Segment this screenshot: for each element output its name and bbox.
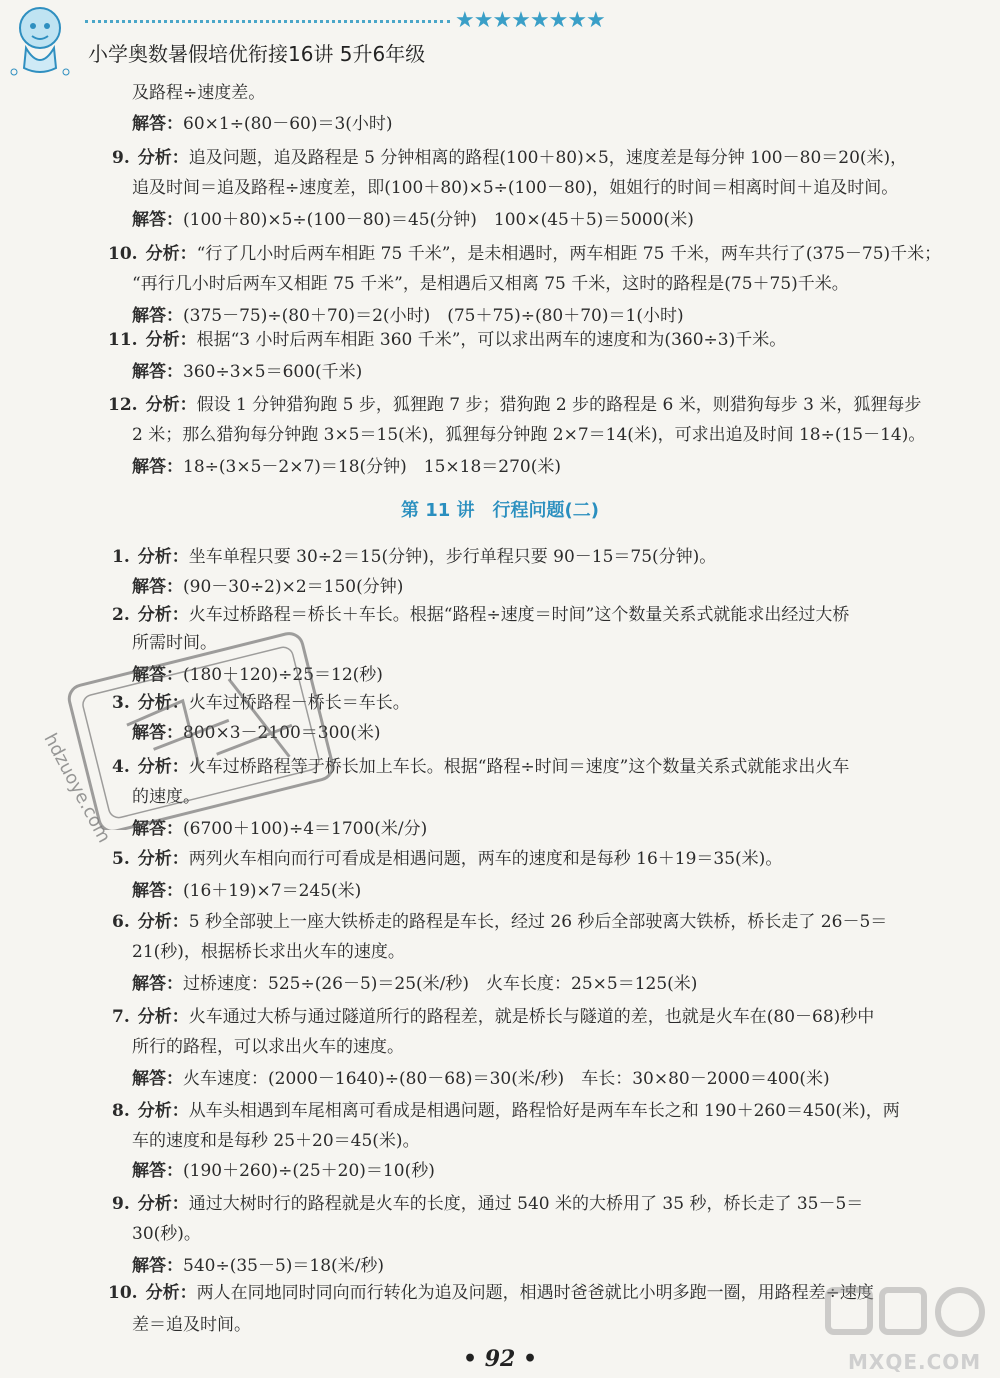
text-line — [132, 82, 265, 104]
text-line — [132, 1068, 830, 1090]
item-label: 解答： — [132, 1256, 183, 1276]
item-number: 7. — [112, 1007, 130, 1027]
text-line — [132, 361, 362, 383]
item-text: 火车过桥路程＝桥长＋车长。根据“路程÷速度＝时间”这个数量关系式就能求出经过大桥 — [188, 605, 850, 625]
item-label: 解答： — [132, 819, 183, 839]
text-line — [112, 546, 716, 568]
item-number: 1. — [112, 547, 130, 567]
text-line — [112, 604, 849, 626]
item-number: 9. — [112, 148, 130, 168]
item-text: 800×3－2100＝300(米) — [183, 723, 381, 743]
item-text: 21(秒)，根据桥长求出火车的速度。 — [132, 942, 405, 962]
item-text: 火车过桥路程－桥长＝车长。 — [188, 693, 410, 713]
text-line — [132, 1255, 384, 1277]
page-header — [0, 0, 1000, 90]
item-text: 2 米；那么猎狗每分钟跑 3×5＝15(米)，狐狸每分钟跑 2×7＝14(米)，可求出追及时间 18÷(15－14)。 — [132, 425, 926, 445]
item-text: 假设 1 分钟猎狗跑 5 步，狐狸跑 7 步；猎狗跑 2 步的路程是 6 米，则猎狗每步 3 米，狐狸每步 — [196, 395, 922, 415]
text-line — [132, 880, 361, 902]
item-text: 所行的路程，可以求出火车的速度。 — [132, 1037, 404, 1057]
item-number: 3. — [112, 693, 130, 713]
text-line — [132, 1314, 251, 1336]
watermark-url: hdzuoye.com — [39, 730, 115, 847]
item-label: 分析： — [137, 605, 189, 625]
item-label: 分析： — [137, 1101, 189, 1121]
item-text: (16＋19)×7＝245(米) — [183, 881, 362, 901]
text-line — [132, 1036, 404, 1058]
item-label: 解答： — [132, 362, 183, 382]
item-label: 分析： — [137, 148, 189, 168]
text-line — [132, 113, 393, 135]
item-text: 坐车单程只要 30÷2＝15(分钟)，步行单程只要 90－15＝75(分钟)。 — [188, 547, 717, 567]
book-title: 小学奥数暑假培优衔接16讲 5升6年级 — [88, 42, 426, 66]
item-number: 8. — [112, 1101, 130, 1121]
item-label: 解答： — [132, 306, 183, 326]
item-text: 的速度。 — [132, 787, 200, 807]
item-text: (6700＋100)÷4＝1700(米/分) — [183, 819, 428, 839]
text-line — [132, 786, 200, 808]
item-label: 分析： — [137, 693, 189, 713]
item-text: 火车速度：(2000－1640)÷(80－68)＝30(米/秒) 车长：30×80－2000＝400(米) — [183, 1069, 830, 1089]
item-text: 60×1÷(80－60)＝3(小时) — [183, 114, 393, 134]
item-text: 18÷(3×5－2×7)＝18(分钟) 15×18＝270(米) — [183, 457, 562, 477]
item-number: 12. — [108, 395, 138, 415]
item-text: 车的速度和是每秒 25＋20＝45(米)。 — [132, 1131, 420, 1151]
item-text: 5 秒全部驶上一座大铁桥走的路程是车长，经过 26 秒后全部驶离大铁桥，桥长走了 26－5＝ — [188, 912, 888, 932]
text-line — [132, 305, 684, 327]
text-line — [132, 973, 697, 995]
item-number: 9. — [112, 1194, 130, 1214]
item-number: 10. — [108, 244, 138, 264]
text-line — [132, 456, 561, 478]
item-text: (180＋120)÷25＝12(秒) — [183, 665, 383, 685]
item-number: 2. — [112, 605, 130, 625]
text-line — [108, 1282, 874, 1304]
text-line — [132, 576, 403, 598]
section-title: 第 11 讲 行程问题(二) — [400, 500, 600, 521]
item-text: 所需时间。 — [132, 633, 217, 653]
item-label: 解答： — [132, 881, 183, 901]
item-text: 追及时间＝追及路程÷速度差，即(100＋80)×5÷(100－80)，姐姐行的时间＝相离时间＋追及时间。 — [132, 178, 899, 198]
text-line — [132, 1130, 420, 1152]
item-label: 分析： — [145, 244, 197, 264]
item-label: 分析： — [145, 1283, 197, 1303]
text-line — [112, 147, 907, 169]
item-label: 解答： — [132, 974, 183, 994]
item-text: 从车头相遇到车尾相离可看成是相遇问题，路程恰好是两车车长之和 190＋260＝450(米)，两 — [188, 1101, 900, 1121]
item-label: 分析： — [145, 330, 197, 350]
item-label: 分析： — [137, 1007, 189, 1027]
header-stars: ★★★★★★★★ — [455, 8, 605, 33]
text-line — [112, 911, 887, 933]
item-label: 分析： — [137, 849, 189, 869]
text-line — [132, 177, 898, 199]
mascot-icon — [6, 2, 76, 80]
item-label: 解答： — [132, 210, 183, 230]
item-text: 及路程÷速度差。 — [132, 83, 266, 103]
item-text: 过桥速度：525÷(26－5)＝25(米/秒) 火车长度：25×5＝125(米) — [183, 974, 698, 994]
text-line — [112, 1193, 863, 1215]
text-line — [132, 722, 380, 744]
text-line — [112, 756, 849, 778]
item-text: (375－75)÷(80＋70)＝2(小时) (75＋75)÷(80＋70)＝1(小时) — [183, 306, 684, 326]
item-text: (100＋80)×5÷(100－80)＝45(分钟) 100×(45＋5)＝5000(米) — [183, 210, 694, 230]
text-line — [108, 243, 941, 265]
item-text: (90－30÷2)×2＝150(分钟) — [183, 577, 404, 597]
item-text: 两列火车相向而行可看成是相遇问题，两车的速度和是每秒 16＋19＝35(米)。 — [188, 849, 783, 869]
text-line — [132, 664, 383, 686]
text-line — [132, 632, 217, 654]
item-label: 分析： — [137, 757, 189, 777]
item-text: 火车通过大桥与通过隧道所行的路程差，就是桥长与隧道的差，也就是火车在(80－68)秒中 — [188, 1007, 875, 1027]
item-text: 差＝追及时间。 — [132, 1315, 251, 1335]
item-text: 30(秒)。 — [132, 1224, 201, 1244]
item-label: 分析： — [137, 912, 189, 932]
item-label: 分析： — [137, 547, 189, 567]
text-line — [132, 1223, 201, 1245]
item-label: 分析： — [137, 1194, 189, 1214]
logo-text: MXQE.COM — [848, 1350, 982, 1374]
item-number: 5. — [112, 849, 130, 869]
item-label: 分析： — [145, 395, 197, 415]
text-line — [132, 941, 405, 963]
text-line — [132, 209, 694, 231]
item-label: 解答： — [132, 1069, 183, 1089]
text-line — [108, 394, 921, 416]
item-text: “再行几小时后两车又相距 75 千米”，是相遇后又相离 75 千米，这时的路程是(75＋75)千米。 — [132, 274, 849, 294]
item-label: 解答： — [132, 723, 183, 743]
item-text: 360÷3×5＝600(千米) — [183, 362, 363, 382]
text-line — [112, 848, 782, 870]
item-label: 解答： — [132, 114, 183, 134]
item-text: “行了几小时后两车相距 75 千米”，是未相遇时，两车相距 75 千米，两车共行了(375－75)千米； — [196, 244, 942, 264]
item-text: 通过大树时行的路程就是火车的长度，通过 540 米的大桥用了 35 秒，桥长走了 35－5＝ — [188, 1194, 864, 1214]
header-dotted-rule — [85, 20, 450, 23]
item-label: 解答： — [132, 1161, 183, 1181]
item-text: (190＋260)÷(25＋20)＝10(秒) — [183, 1161, 435, 1181]
text-line — [132, 1160, 435, 1182]
item-text: 根据“3 小时后两车相距 360 千米”，可以求出两车的速度和为(360÷3)千米。 — [196, 330, 787, 350]
item-number: 6. — [112, 912, 130, 932]
item-number: 4. — [112, 757, 130, 777]
item-label: 解答： — [132, 577, 183, 597]
item-label: 解答： — [132, 665, 183, 685]
item-number: 11. — [108, 330, 138, 350]
item-number: 10. — [108, 1283, 138, 1303]
item-text: 火车过桥路程等于桥长加上车长。根据“路程÷时间＝速度”这个数量关系式就能求出火车 — [188, 757, 850, 777]
page-number: • 92 • — [462, 1346, 538, 1372]
text-line — [112, 1100, 900, 1122]
text-line — [132, 273, 849, 295]
text-line — [112, 692, 410, 714]
item-text: 两人在同地同时同向而行转化为追及问题，相遇时爸爸就比小明多跑一圈，用路程差÷速度 — [196, 1283, 874, 1303]
text-line — [132, 424, 925, 446]
item-text: 追及问题，追及路程是 5 分钟相离的路程(100＋80)×5，速度差是每分钟 100－80＝20(米)， — [188, 148, 908, 168]
item-label: 解答： — [132, 457, 183, 477]
text-line — [108, 329, 786, 351]
text-line — [132, 818, 427, 840]
text-line — [112, 1006, 874, 1028]
item-text: 540÷(35－5)＝18(米/秒) — [183, 1256, 385, 1276]
